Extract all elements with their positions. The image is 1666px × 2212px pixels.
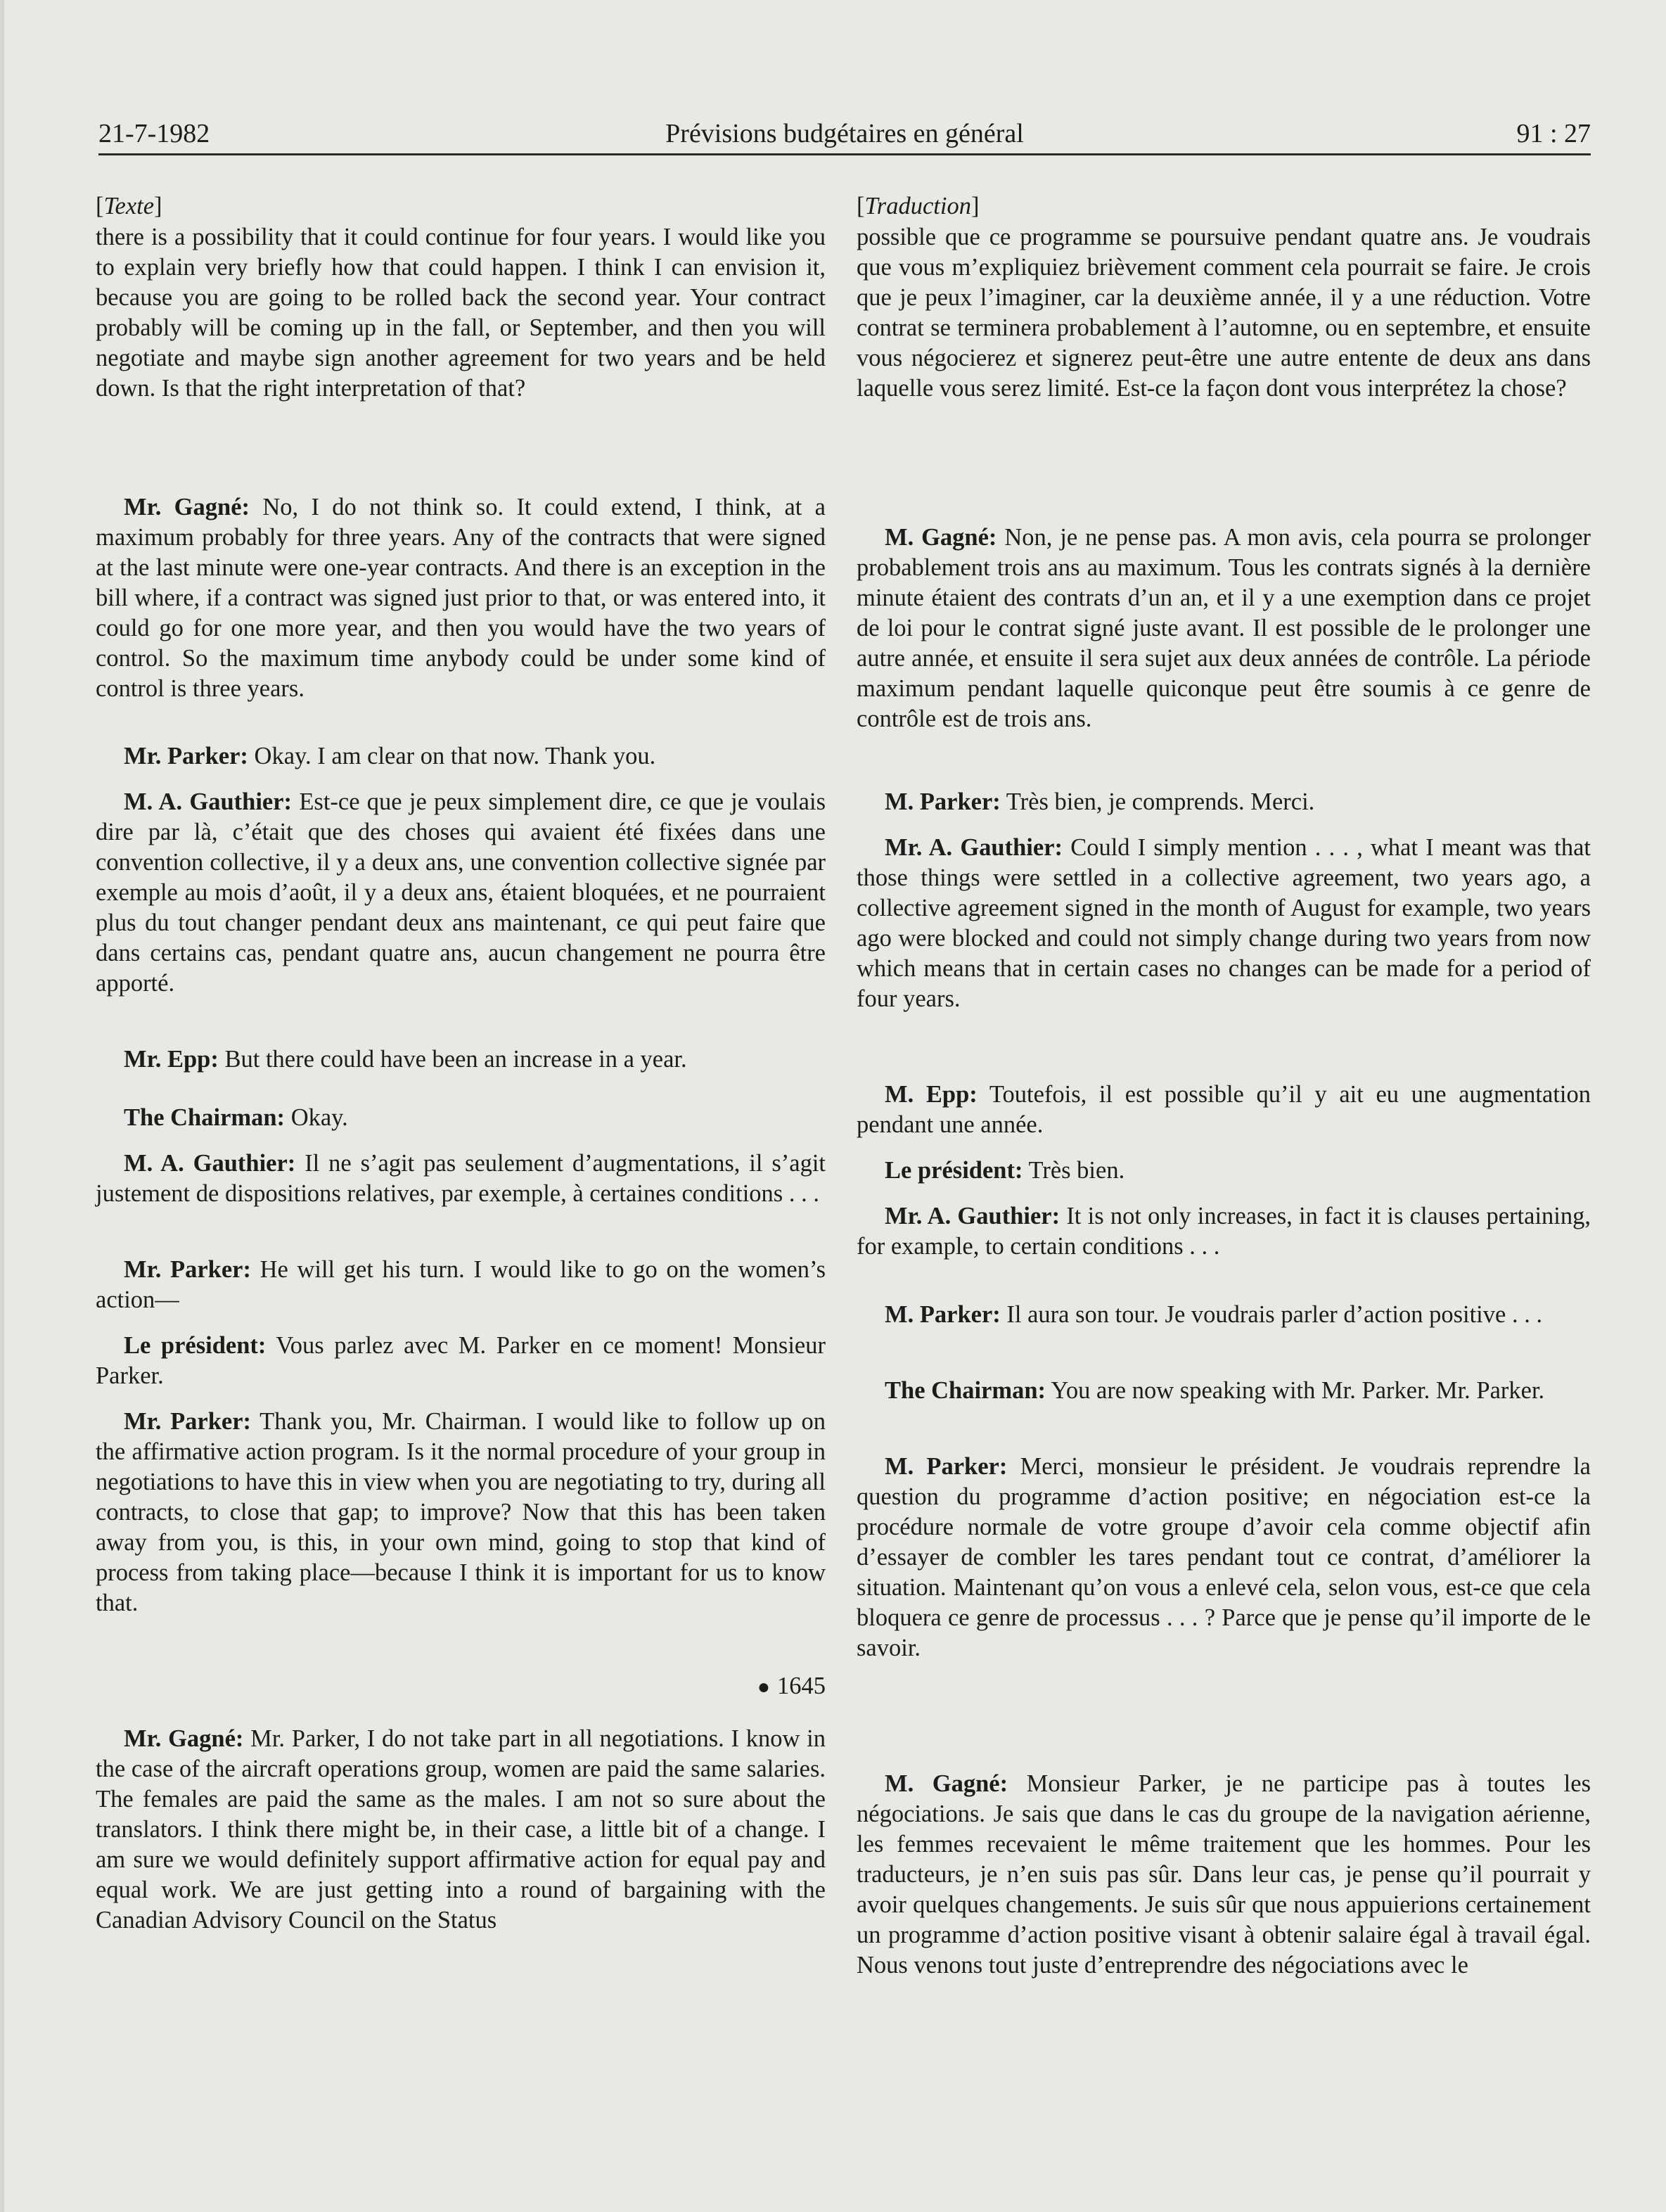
speaker: Le président: [885, 1157, 1023, 1184]
speech-text: Non, je ne pense pas. A mon avis, cela pourra se prolonger probablement trois ans au maximum. Tous les contrats signés à la dernière minute étaient des contrats d’un an, et il y a une exemption dans ce projet de loi pour le contrat signé juste avant. Il est possible de le prolonger une autre année, et ensuite il sera sujet aux deux années de contrôle. La période maximum pendant laquelle quiconque peut être soumis à ce genre de contrôle est de trois ans. [857, 524, 1591, 732]
left-tag-text: Texte [103, 193, 155, 219]
speaker: Le président: [124, 1332, 267, 1359]
speech-text: But there could have been an increase in a year. [224, 1046, 687, 1073]
right-paragraph [857, 833, 1591, 1044]
speaker: M. A. Gauthier: [124, 788, 293, 815]
speech-text: No, I do not think so. It could extend, I think, at a maximum probably for three years. Any of the contracts that were signed at the last minute were one-year contracts. And there is an exception in the bill where, if a contract was signed just prior to that, or was entered into, it could go for one more year, and then you would have the two years of control. So the maximum time anybody could be under some kind of control is three years. [96, 494, 826, 702]
speaker: M. A. Gauthier: [124, 1150, 296, 1177]
right-paragraph [857, 1300, 1591, 1360]
speech-text: Monsieur Parker, je ne participe pas à toutes les négociations. Je sais que dans le cas du groupe de la navigation aérienne, les femmes recevaient le même traitement que les hommes. Pour les traducteurs, je n’en suis pas sûr. Dans leur cas, je pense qu’il pourrait y avoir quelques changements. Je suis sûr que nous appuierions certainement un programme d’action positive visant à obtenir salaire égal à travail égal. Nous venons tout juste d’entreprendre des négociations avec le [857, 1770, 1591, 1978]
right-paragraph [857, 1769, 1591, 1981]
speaker: M. Parker: [885, 1453, 1008, 1480]
left-paragraph: there is a possibility that it could continue for four years. I would like you to explain very briefly how that could happen. I think I can envision it, because you are going to be rolled back the second year. Your contract probably will be coming up in the fall, or September, and then you will negotiate and maybe sign another agreement for two years and be held down. Is that the right interpretation of that? [96, 224, 826, 402]
speech-text: Okay. I am clear on that now. Thank you. [254, 743, 656, 769]
left-paragraph [96, 1255, 826, 1315]
speech-text: Il aura son tour. Je voudrais parler d’action positive . . . [1006, 1301, 1543, 1328]
speaker: Mr. Epp: [124, 1046, 219, 1073]
speaker: Mr. Parker: [124, 1256, 251, 1283]
left-column [96, 191, 826, 1936]
left-paragraph [96, 1407, 826, 1649]
left-language-tag: [Texte] [96, 193, 162, 219]
speech-text: He will get his turn. I would like to go on the women’s action— [96, 1256, 826, 1313]
page-header [98, 118, 1591, 155]
right-paragraph [857, 1452, 1591, 1694]
speaker: Mr. A. Gauthier: [885, 1203, 1061, 1229]
speaker: M. Epp: [885, 1081, 978, 1108]
header-date: 21-7-1982 [98, 119, 210, 148]
left-paragraph [96, 1044, 826, 1075]
speaker: M. Gagné: [885, 524, 997, 551]
bullet-icon: ● [757, 1675, 770, 1699]
speech-text: Mr. Parker, I do not take part in all negotiations. I know in the case of the aircraft operations group, women are paid the same salaries. The females are paid the same as the males. I am not so sure about the translators. I think there might be, in their case, a little bit of a change. I am sure we would definitely support affirmative action for equal pay and equal work. We are just getting into a round of bargaining with the Canadian Advisory Council on the Status [96, 1725, 826, 1933]
left-paragraph [96, 1103, 826, 1133]
right-paragraph [857, 787, 1591, 817]
speech-text: Vous parlez avec M. Parker en ce moment! Monsieur Parker. [96, 1332, 826, 1389]
speech-text: Très bien, je comprends. Merci. [1006, 788, 1315, 815]
right-paragraph [857, 1156, 1591, 1186]
right-paragraph [857, 1201, 1591, 1262]
time-marker-text: 1645 [777, 1673, 826, 1699]
left-paragraph [96, 1724, 826, 1936]
speaker: M. Gagné: [885, 1770, 1008, 1797]
speaker: Mr. Parker: [124, 1408, 252, 1435]
left-paragraph [96, 1331, 826, 1391]
speech-text: Est-ce que je peux simplement dire, ce que je voulais dire par là, c’était que des choses qui avaient été fixées dans une convention collective, il y a deux ans, une convention collective signée par exemple au mois d’août, il y a deux ans, étaient bloquées, et ne pourraient plus du tout changer pendant deux ans maintenant, ce qui peut faire que dans certains cas, pendant quatre ans, aucun changement ne pourra être apporté. [96, 788, 826, 997]
speaker: The Chairman: [885, 1377, 1046, 1404]
speaker: M. Parker: [885, 788, 1001, 815]
speaker: The Chairman: [124, 1104, 286, 1131]
speech-text: You are now speaking with Mr. Parker. Mr. Parker. [1051, 1377, 1545, 1404]
header-page-number: 91 : 27 [1516, 119, 1591, 148]
left-paragraph [96, 741, 826, 772]
speech-text: Toutefois, il est possible qu’il y ait eu une augmentation pendant une année. [857, 1081, 1591, 1138]
speech-text: It is not only increases, in fact it is clauses pertaining, for example, to certain conditions . . . [857, 1203, 1591, 1260]
speech-text: Okay. [290, 1104, 348, 1131]
speech-text: Could I simply mention . . . , what I meant was that those things were settled in a collective agreement, two years ago, a collective agreement signed in the month of August for example, two years ago were blocked and could not simply change during two years from now which means that in certain cases no changes can be made for a period of four years. [857, 834, 1591, 1012]
speech-text: Il ne s’agit pas seulement d’augmentations, il s’agit justement de dispositions relatives, par exemple, à certaines conditions . . . [96, 1150, 826, 1207]
speech-text: Merci, monsieur le président. Je voudrais reprendre la question du programme d’action positive; en négociation est-ce la procédure normale de votre groupe d’avoir cela comme objectif afin d’essayer de combler les tares pendant tout ce contrat, d’améliorer la situation. Maintenant qu’on vous a enlevé cela, selon vous, est-ce que cela bloquera ce genre de processus . . . ? Parce que je pense qu’il importe de le savoir. [857, 1453, 1591, 1661]
speech-text: Très bien. [1028, 1157, 1125, 1184]
speech-text: Thank you, Mr. Chairman. I would like to follow up on the affirmative action program. Is it the normal procedure of your group in negotiations to have this in view when you are negotiating to try, during all contracts, to close that gap; to improve? Now that this has been taken away from you, is this, in your own mind, going to stop that kind of process from taking place—because I think it is important for us to know that. [96, 1408, 826, 1616]
speaker: Mr. Gagné: [124, 494, 250, 520]
right-tag-text: Traduction [864, 193, 971, 219]
right-paragraph [857, 1080, 1591, 1140]
right-paragraph [857, 523, 1591, 765]
right-paragraph: possible que ce programme se poursuive pendant quatre ans. Je voudrais que vous m’expliquiez brièvement comment cela pourrait se faire. Je crois que je peux l’imaginer, car la deuxième année, il y a une réduction. Votre contrat se terminera probablement à l’automne, ou en septembre, et ensuite vous négocierez et signerez peut-être une autre entente de deux ans dans laquelle vous serez limité. Est-ce la façon dont vous interprétez la chose? [857, 224, 1591, 402]
right-language-tag: [Traduction] [857, 193, 980, 219]
header-title: Prévisions budgétaires en général [665, 119, 1024, 148]
speaker: Mr. Parker: [124, 743, 248, 769]
left-paragraph [96, 1149, 826, 1239]
speaker: Mr. A. Gauthier: [885, 834, 1063, 861]
left-paragraph [96, 787, 826, 1029]
right-paragraph [857, 1376, 1591, 1436]
right-column [857, 191, 1591, 1981]
left-paragraph [96, 492, 826, 734]
speaker: Mr. Gagné: [124, 1725, 244, 1752]
speaker: M. Parker: [885, 1301, 1001, 1328]
time-marker [96, 1671, 826, 1701]
